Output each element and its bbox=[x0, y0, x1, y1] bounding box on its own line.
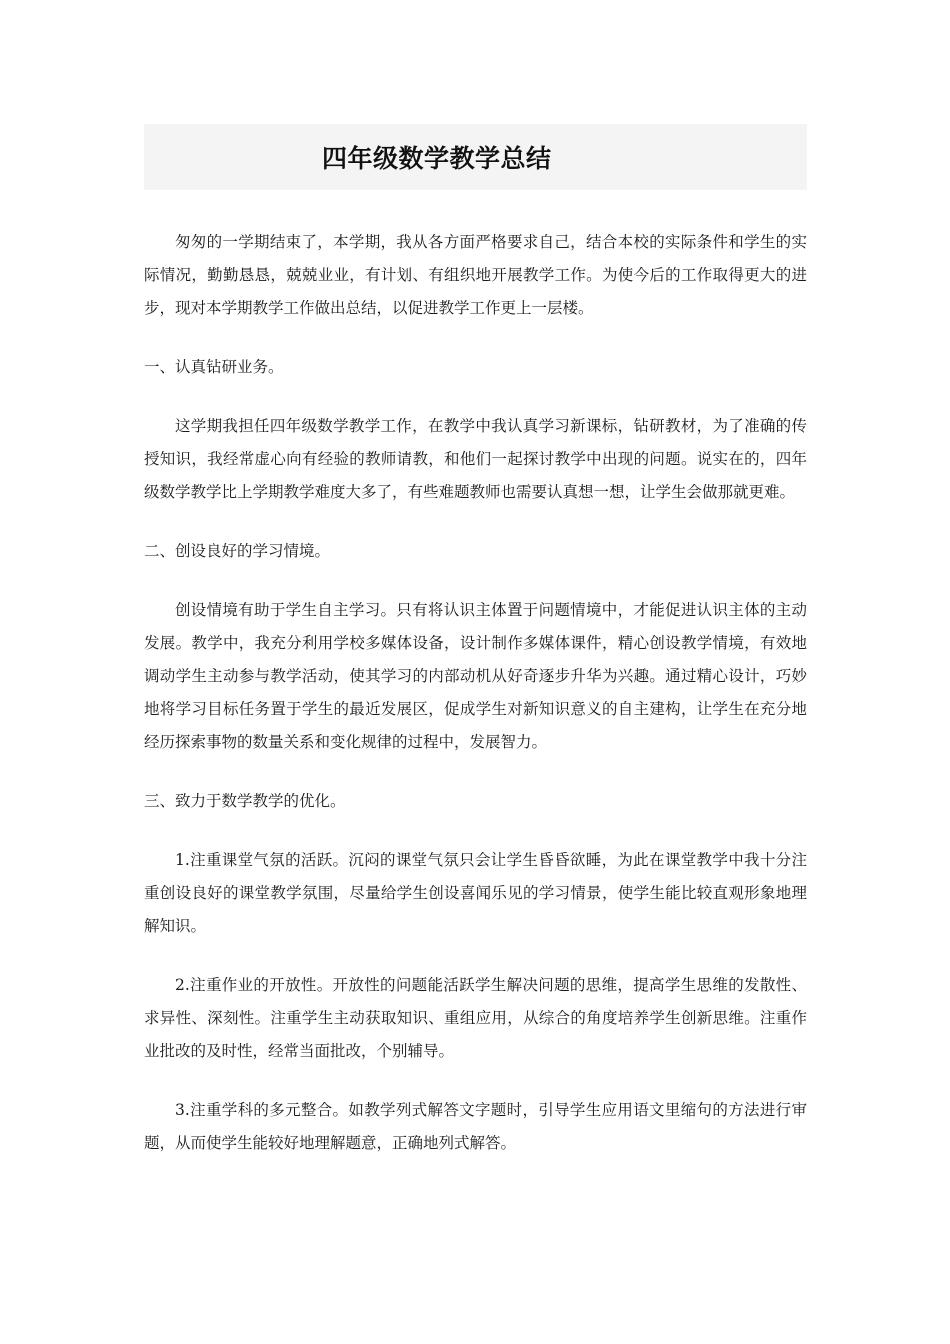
paragraph-section-1: 这学期我担任四年级数学教学工作，在教学中我认真学习新课标，钻研教材，为了准确的传授知识，我经常虚心向有经验的教师请教，和他们一起探讨教学中出现的问题。说实在的，四年级数学教学比上学期教学难度大多了，有些难题教师也需要认真想一想，让学生会做那就更难。 bbox=[144, 417, 807, 501]
title-bar bbox=[144, 124, 807, 190]
paragraph-item-1: 1.注重课堂气氛的活跃。沉闷的课堂气氛只会让学生昏昏欲睡，为此在课堂教学中我十分注重创设良好的课堂教学氛围，尽量给学生创设喜闻乐见的学习情景，使学生能比较直观形象地理解知识。 bbox=[144, 851, 807, 935]
document-page bbox=[144, 124, 807, 1186]
paragraph-intro: 匆匆的一学期结束了，本学期，我从各方面严格要求自己，结合本校的实际条件和学生的实际情况，勤勤恳恳，兢兢业业，有计划、有组织地开展教学工作。为使今后的工作取得更大的进步，现对本学期教学工作做出总结，以促进教学工作更上一层楼。 bbox=[144, 233, 807, 317]
paragraph-item-3: 3.注重学科的多元整合。如教学列式解答文字题时，引导学生应用语文里缩句的方法进行审题，从而使学生能较好地理解题意，正确地列式解答。 bbox=[144, 1101, 807, 1152]
paragraph-section-2: 创设情境有助于学生自主学习。只有将认识主体置于问题情境中，才能促进认识主体的主动发展。教学中，我充分利用学校多媒体设备，设计制作多媒体课件，精心创设教学情境，有效地调动学生主动参与教学活动，使其学习的内部动机从好奇逐步升华为兴趣。通过精心设计，巧妙地将学习目标任务置于学生的最近发展区，促成学生对新知识意义的自主建构，让学生在充分地经历探索事物的数量关系和变化规律的过程中，发展智力。 bbox=[144, 601, 807, 751]
paragraph-item-2: 2.注重作业的开放性。开放性的问题能活跃学生解决问题的思维，提高学生思维的发散性、求异性、深刻性。注重学生主动获取知识、重组应用，从综合的角度培养学生创新思维。注重作业批改的及时性，经常当面批改，个别辅导。 bbox=[144, 976, 807, 1060]
document-title: 四年级数学教学总结 bbox=[322, 144, 552, 173]
section-heading-2: 二、创设良好的学习情境。 bbox=[144, 542, 331, 560]
document-body bbox=[144, 190, 807, 1160]
section-heading-3: 三、致力于数学教学的优化。 bbox=[144, 792, 346, 810]
section-heading-1: 一、认真钻研业务。 bbox=[144, 358, 284, 376]
